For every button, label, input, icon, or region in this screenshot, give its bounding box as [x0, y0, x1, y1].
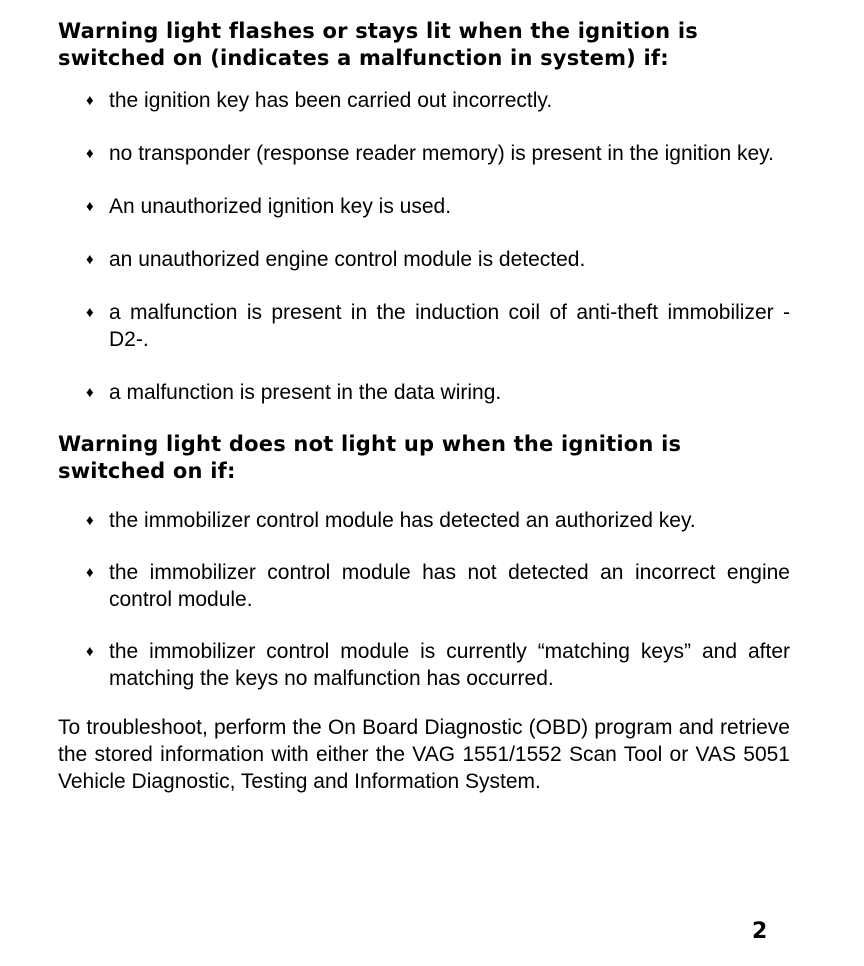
list-item-text: the immobilizer control module is currently “matching keys” and after matching the keys no malfunction has occurred. — [109, 640, 790, 690]
diamond-bullet-icon: ♦ — [86, 251, 94, 268]
heading-line: Warning light does not light up when the ignition is — [58, 432, 682, 456]
list-item — [58, 559, 790, 613]
malfunction-causes-list — [58, 87, 790, 406]
list-item — [58, 638, 790, 692]
section-heading-warning-not-lit — [58, 431, 790, 485]
heading-line: switched on if: — [58, 459, 236, 483]
diamond-bullet-icon: ♦ — [86, 384, 94, 401]
list-item — [58, 299, 790, 353]
page-number: 2 — [752, 919, 768, 944]
section-heading-warning-flashes — [58, 18, 790, 72]
diamond-bullet-icon: ♦ — [86, 145, 94, 162]
diamond-bullet-icon: ♦ — [86, 643, 94, 660]
heading-line: switched on (indicates a malfunction in system) if: — [58, 46, 669, 70]
heading-line: Warning light flashes or stays lit when the ignition is — [58, 19, 698, 43]
diamond-bullet-icon: ♦ — [86, 198, 94, 215]
list-item-text: An unauthorized ignition key is used. — [109, 195, 452, 218]
list-item-text: an unauthorized engine control module is detected. — [109, 248, 586, 271]
list-item-text: no transponder (response reader memory) is present in the ignition key. — [109, 142, 774, 165]
list-item-text: a malfunction is present in the induction coil of anti-theft immobilizer -D2-. — [109, 301, 790, 351]
diamond-bullet-icon: ♦ — [86, 564, 94, 581]
list-item-text: a malfunction is present in the data wiring. — [109, 381, 502, 404]
list-item — [58, 87, 790, 114]
list-item — [58, 507, 790, 534]
troubleshoot-paragraph: To troubleshoot, perform the On Board Diagnostic (OBD) program and retrieve the stored information with either the VAG 1551/1552 Scan Tool or VAS 5051 Vehicle Diagnostic, Testing and Information System. — [58, 716, 790, 793]
list-item — [58, 193, 790, 220]
list-item-text: the immobilizer control module has detected an authorized key. — [109, 509, 696, 532]
list-item — [58, 379, 790, 406]
normal-conditions-list — [58, 507, 790, 692]
diamond-bullet-icon: ♦ — [86, 304, 94, 321]
list-item — [58, 140, 790, 167]
diamond-bullet-icon: ♦ — [86, 512, 94, 529]
list-item — [58, 246, 790, 273]
list-item-text: the ignition key has been carried out incorrectly. — [109, 89, 553, 112]
document-page — [58, 18, 790, 795]
diamond-bullet-icon: ♦ — [86, 92, 94, 109]
list-item-text: the immobilizer control module has not detected an incorrect engine control module. — [109, 561, 790, 611]
